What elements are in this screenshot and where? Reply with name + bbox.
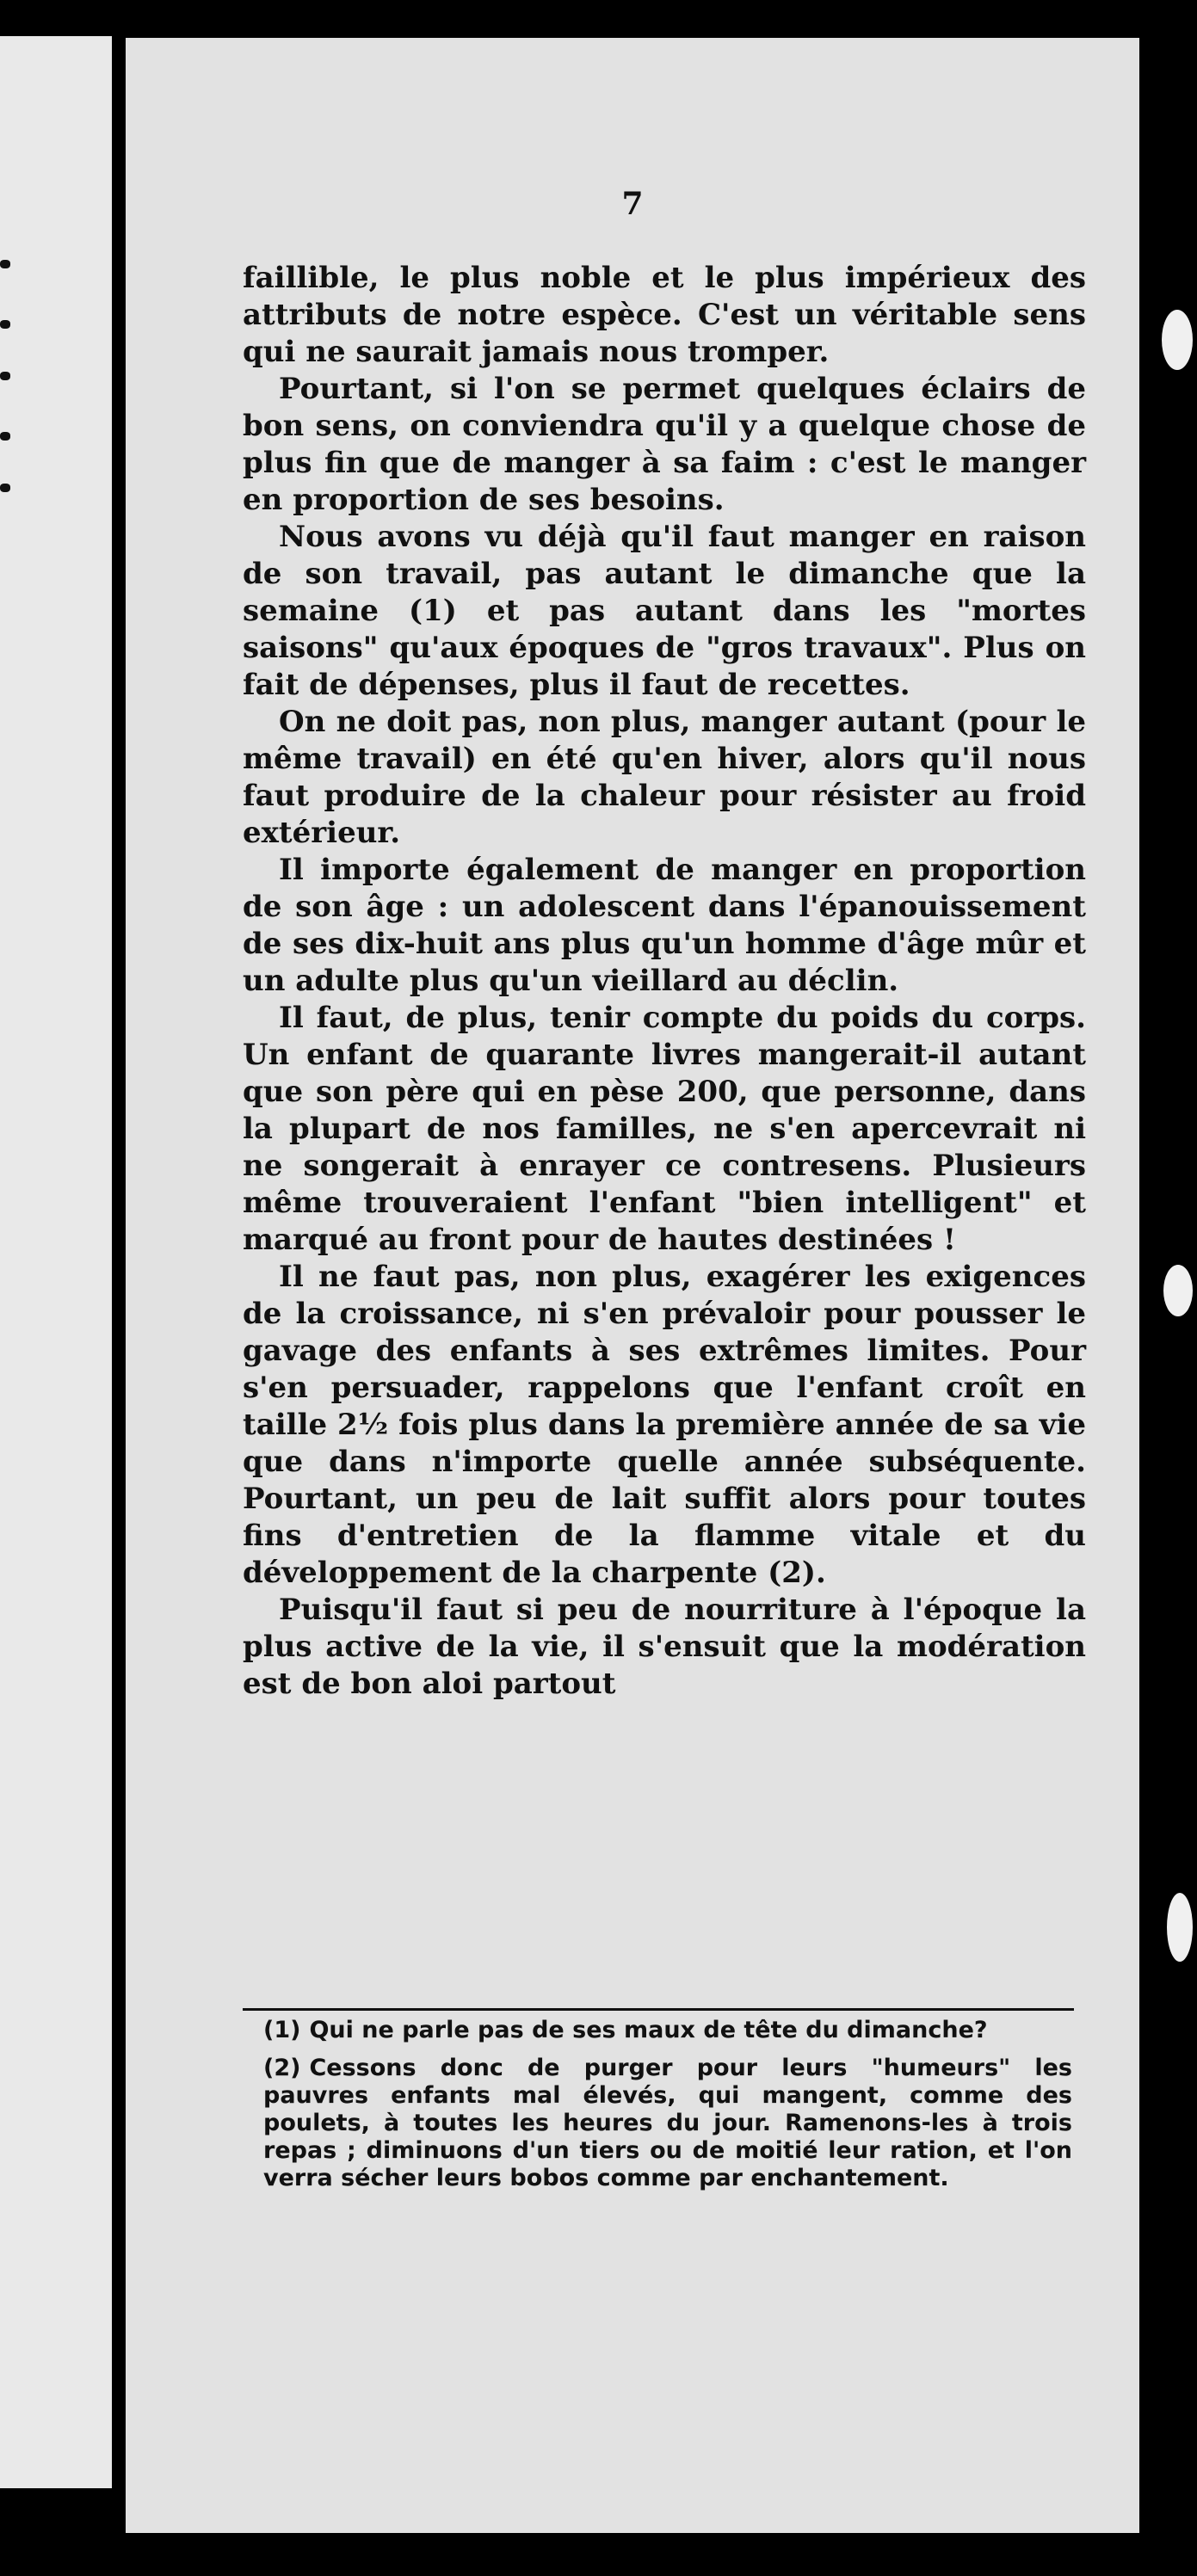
paragraph: Nous avons vu déjà qu'il faut manger en raison de son travail, pas autant le dimanche que la semaine (1) et pas autant dans les "mortes saisons" qu'aux époques de "gros travaux". Plus on fait de dépenses, plus il faut de recettes. [243,520,1086,702]
paragraph: Il faut, de plus, tenir compte du poids du corps. Un enfant de quarante livres mangerait-il autant que son père qui en pèse 200, que personne, dans la plupart de nos familles, ne s'en apercevrait ni ne songerait à enrayer ce contresens. Plusieurs même trouveraient l'enfant "bien intelligent" et marqué au front pour de hautes destinées ! [243,1001,1086,1257]
footnote-text: Cessons donc de purger pour leurs "humeurs" les pauvres enfants mal élevés, qui mangent, comme des poulets, à toutes les heures du jour. Ramenons-les à trois repas ; diminuons d'un tiers ou de moitié leur ration, et l'on verra sécher leurs bobos comme par enchantement. [263,2055,1072,2191]
footnote-number: (2) [263,2055,301,2081]
body-text [243,260,1086,1703]
page-number: 7 [621,186,644,222]
footnote-number: (1) [263,2017,301,2043]
facing-page-edge [0,36,112,2488]
paragraph: Puisqu'il faut si peu de nourriture à l'époque la plus active de la vie, il s'ensuit que la modération est de bon aloi partout [243,1593,1086,1701]
footnotes [263,2017,1072,2203]
paragraph: On ne doit pas, non plus, manger autant (pour le même travail) en été qu'en hiver, alors qu'il nous faut produire de la chaleur pour résister au froid extérieur. [243,705,1086,850]
paragraph: faillible, le plus noble et le plus impérieux des attributs de notre espèce. C'est un véritable sens qui ne saurait jamais nous tromper. [243,261,1086,369]
facing-page-marks [0,36,12,2488]
footnote [263,2017,1072,2044]
edge-blot [1167,1893,1193,1962]
footnote-separator [243,2008,1074,2011]
paragraph: Il importe également de manger en proportion de son âge : un adolescent dans l'épanouissement de ses dix-huit ans plus qu'un homme d'âge mûr et un adulte plus qu'un vieillard au déclin. [243,853,1086,998]
paragraph: Pourtant, si l'on se permet quelques éclairs de bon sens, on conviendra qu'il y a quelque chose de plus fin que de manger à sa faim : c'est le manger en proportion de ses besoins. [243,372,1086,517]
edge-blot [1163,1265,1193,1316]
paragraph: Il ne faut pas, non plus, exagérer les exigences de la croissance, ni s'en prévaloir pour pousser le gavage des enfants à ses extrêmes limites. Pour s'en persuader, rappelons que l'enfant croît en taille 2½ fois plus dans la première année de sa vie que dans n'importe quelle année subséquente. Pourtant, un peu de lait suffit alors pour toutes fins d'entretien de la flamme vitale et du développement de la charpente (2). [243,1260,1086,1590]
footnote-text: Qui ne parle pas de ses maux de tête du dimanche? [309,2017,988,2043]
edge-blot [1162,310,1193,370]
footnote [263,2055,1072,2192]
book-page [126,38,1139,2533]
